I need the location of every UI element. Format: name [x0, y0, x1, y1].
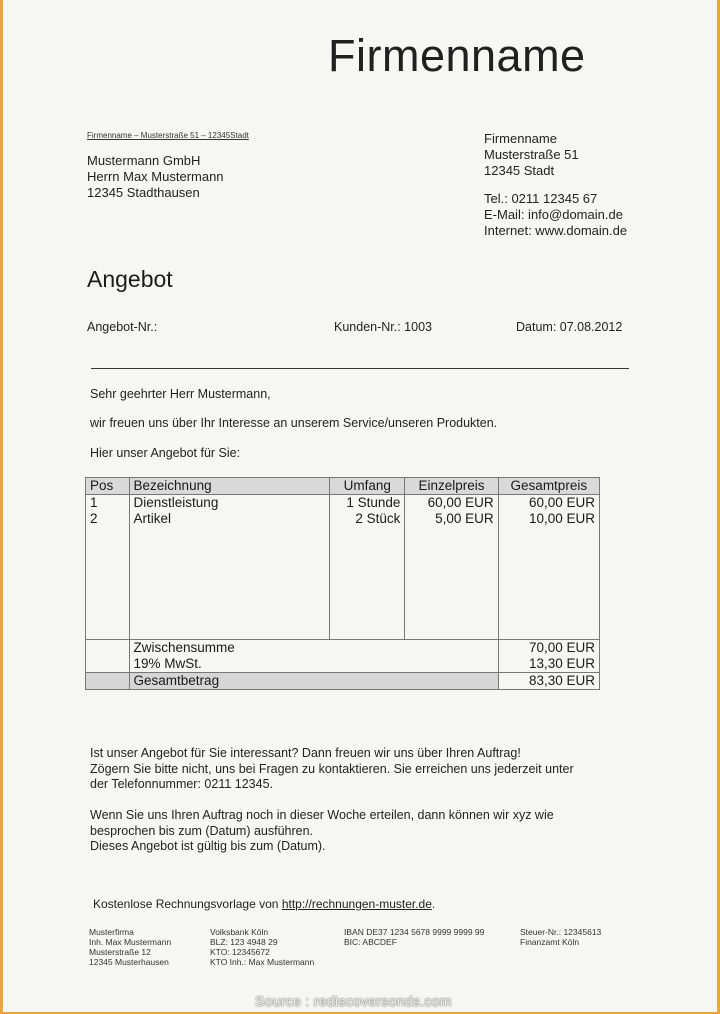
subtotal-row — [86, 640, 600, 657]
company-title: Firmenname — [328, 30, 586, 81]
table-row — [86, 495, 600, 512]
company-email: E-Mail: info@domain.de — [484, 207, 623, 222]
company-address — [484, 131, 579, 179]
footer-company-column — [89, 927, 171, 967]
total-value: 83,30 EUR — [498, 673, 599, 690]
customer-number: Kunden-Nr.: 1003 — [334, 320, 432, 334]
footer-line: BLZ: 123 4948 29 — [210, 937, 278, 947]
footer-iban-column — [344, 927, 484, 947]
cell-pos: 1 — [86, 495, 130, 512]
recipient-line: Herrn Max Mustermann — [87, 169, 224, 184]
offer-intro: Hier unser Angebot für Sie: — [90, 446, 241, 460]
cell-description: Artikel — [129, 511, 330, 527]
closing-paragraph — [90, 746, 574, 793]
footer-line: Inh. Max Mustermann — [89, 937, 172, 947]
footer-link[interactable]: http://rechnungen-muster.de — [281, 897, 432, 911]
closing-line: Wenn Sie uns Ihren Auftrag noch in dieser Woche erteilen, dann können wir xyz wie — [90, 808, 554, 822]
cell-unit-price: 60,00 EUR — [405, 495, 498, 512]
footer-credit-text: Kostenlose Rechnungsvorlage von — [93, 897, 279, 911]
col-header-total-price: Gesamtpreis — [498, 478, 599, 495]
cell-description: Dienstleistung — [129, 495, 330, 512]
footer-line: Volksbank Köln — [210, 927, 269, 937]
total-row — [86, 673, 600, 690]
greeting: Sehr geehrter Herr Mustermann, — [90, 387, 271, 401]
footer-line: Finanzamt Köln — [520, 937, 580, 947]
col-header-quantity: Umfang — [330, 478, 405, 495]
footer-bank-column — [210, 927, 314, 967]
offer-number: Angebot-Nr.: — [87, 320, 158, 334]
total-label: Gesamtbetrag — [129, 673, 498, 690]
document-page — [3, 0, 717, 1012]
table-row — [86, 511, 600, 527]
recipient-line: Mustermann GmbH — [87, 153, 201, 168]
footer-line: 12345 Musterhausen — [89, 957, 169, 967]
closing-line: Dieses Angebot ist gültig bis zum (Datum). — [90, 839, 326, 853]
document-date: Datum: 07.08.2012 — [516, 320, 623, 334]
cell-total-price: 10,00 EUR — [498, 511, 599, 527]
company-address-line: Firmenname — [484, 131, 557, 146]
col-header-pos: Pos — [86, 478, 130, 495]
sender-return-line: Firmenname – Musterstraße 51 – 12345Stadt — [87, 131, 249, 140]
footer-line: BIC: ABCDEF — [344, 937, 397, 947]
closing-line: Ist unser Angebot für Sie interessant? Dann freuen wir uns über Ihren Auftrag! — [90, 746, 521, 760]
footer-line: Musterfirma — [89, 927, 134, 937]
company-contact — [484, 191, 627, 239]
document-title: Angebot — [87, 266, 173, 292]
subtotal-label: Zwischensumme — [129, 640, 498, 657]
company-address-line: 12345 Stadt — [484, 163, 555, 178]
footer-credit-suffix: . — [431, 897, 436, 911]
footer-line: Steuer-Nr.: 12345613 — [520, 927, 602, 937]
cell-quantity: 1 Stunde — [330, 495, 405, 512]
company-phone: Tel.: 0211 12345 67 — [484, 191, 598, 206]
recipient-line: 12345 Stadthausen — [87, 185, 200, 200]
subtotal-value: 70,00 EUR — [498, 640, 599, 657]
cell-pos: 2 — [86, 511, 130, 527]
company-website: Internet: www.domain.de — [484, 223, 628, 238]
vat-value: 13,30 EUR — [498, 656, 599, 673]
cell-unit-price: 5,00 EUR — [405, 511, 498, 527]
closing-line: Zögern Sie bitte nicht, uns bei Fragen zu kontaktieren. Sie erreichen uns jederzeit unter — [90, 761, 574, 776]
footer-line: KTO Inh.: Max Mustermann — [210, 957, 315, 967]
footer-line: Musterstraße 12 — [89, 947, 151, 957]
offer-items-table — [85, 477, 600, 690]
footer-line: KTO: 12345672 — [210, 947, 270, 957]
cell-quantity: 2 Stück — [330, 511, 405, 527]
cell-total-price: 60,00 EUR — [498, 495, 599, 512]
closing-paragraph-2 — [90, 808, 554, 855]
recipient-address — [87, 153, 224, 201]
footer-line: IBAN DE37 1234 5678 9999 9999 99 — [344, 927, 485, 937]
footer-credit — [93, 897, 435, 911]
table-header-row — [86, 478, 600, 495]
source-watermark: Source : rediscoversonds.com — [255, 993, 452, 1009]
table-empty-space — [86, 527, 600, 640]
vat-row — [86, 656, 600, 673]
company-address-line: Musterstraße 51 — [484, 147, 579, 162]
col-header-unit-price: Einzelpreis — [405, 478, 498, 495]
vat-label: 19% MwSt. — [129, 656, 498, 673]
col-header-description: Bezeichnung — [129, 478, 330, 495]
closing-line: besprochen bis zum (Datum) ausführen. — [90, 823, 314, 838]
intro-text: wir freuen uns über Ihr Interesse an unserem Service/unseren Produkten. — [90, 416, 498, 430]
closing-line: der Telefonnummer: 0211 12345. — [90, 777, 273, 791]
footer-tax-column — [520, 927, 601, 947]
header-divider — [91, 368, 629, 369]
